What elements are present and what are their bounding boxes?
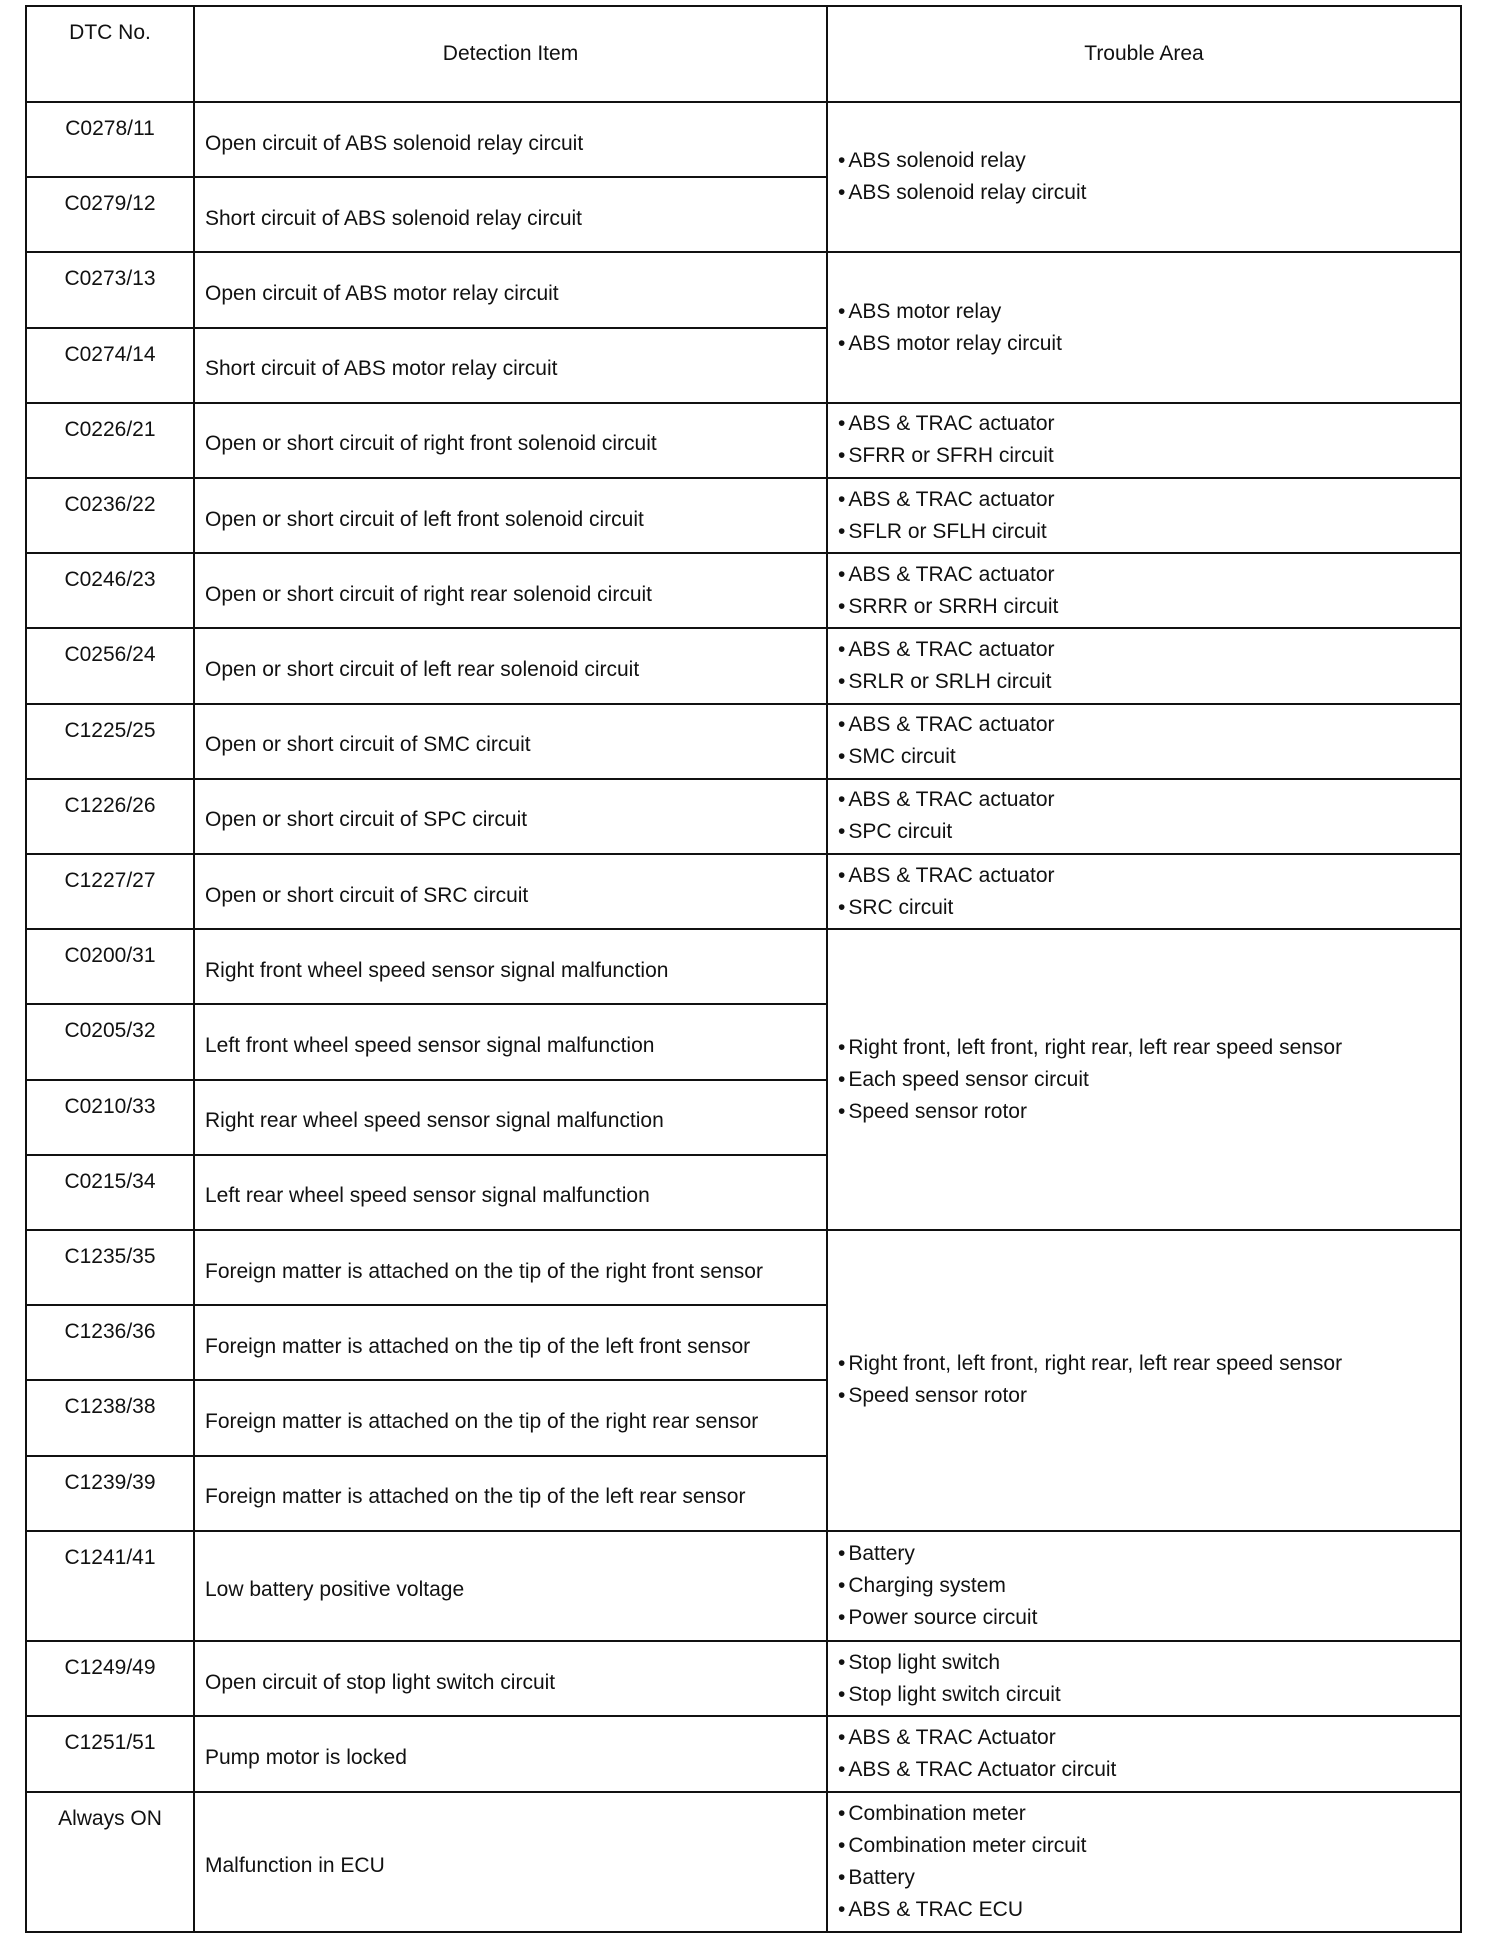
dtc-code: C0215/34 — [26, 1155, 194, 1230]
trouble-area — [827, 403, 1461, 478]
trouble-area — [827, 252, 1461, 402]
detection-item: Right rear wheel speed sensor signal malfunction — [194, 1080, 827, 1155]
trouble-area — [827, 102, 1461, 252]
trouble-area-line: • Right front, left front, right rear, left rear speed sensor — [838, 1348, 1460, 1380]
detection-item: Open or short circuit of left rear solenoid circuit — [194, 628, 827, 703]
trouble-area-line: • ABS & TRAC Actuator circuit — [838, 1754, 1460, 1786]
trouble-area — [827, 779, 1461, 854]
dtc-code: C0226/21 — [26, 403, 194, 478]
trouble-area-line: • SPC circuit — [838, 816, 1460, 848]
dtc-code: C1249/49 — [26, 1641, 194, 1716]
trouble-area-line: • Charging system — [838, 1570, 1460, 1602]
header-detection-item: Detection Item — [194, 6, 827, 102]
trouble-area-line: • Each speed sensor circuit — [838, 1064, 1460, 1096]
table-row — [26, 929, 1461, 1004]
trouble-area — [827, 1792, 1461, 1932]
trouble-area-line: • Battery — [838, 1538, 1460, 1570]
table-row — [26, 704, 1461, 779]
trouble-area-line: • SFRR or SFRH circuit — [838, 440, 1460, 472]
dtc-code: C1225/25 — [26, 704, 194, 779]
trouble-area — [827, 478, 1461, 553]
dtc-code: C1226/26 — [26, 779, 194, 854]
trouble-area-line: • ABS & TRAC actuator — [838, 634, 1460, 666]
trouble-area-line: • ABS & TRAC actuator — [838, 559, 1460, 591]
trouble-area-line: • Right front, left front, right rear, left rear speed sensor — [838, 1032, 1460, 1064]
trouble-area-line: • ABS solenoid relay circuit — [838, 177, 1460, 209]
trouble-area-line: • ABS & TRAC actuator — [838, 709, 1460, 741]
dtc-code: C0273/13 — [26, 252, 194, 327]
trouble-area-line: • ABS motor relay circuit — [838, 328, 1460, 360]
trouble-area — [827, 854, 1461, 929]
detection-item: Left front wheel speed sensor signal malfunction — [194, 1004, 827, 1079]
trouble-area-line: • SRLR or SRLH circuit — [838, 666, 1460, 698]
trouble-area-line: • ABS & TRAC actuator — [838, 784, 1460, 816]
dtc-code: C1227/27 — [26, 854, 194, 929]
detection-item: Open or short circuit of SMC circuit — [194, 704, 827, 779]
table-row — [26, 1230, 1461, 1305]
detection-item: Open or short circuit of right rear solenoid circuit — [194, 553, 827, 628]
trouble-area-line: • Power source circuit — [838, 1602, 1460, 1634]
detection-item: Open circuit of stop light switch circuit — [194, 1641, 827, 1716]
dtc-code: C0205/32 — [26, 1004, 194, 1079]
trouble-area-line: • ABS motor relay — [838, 296, 1460, 328]
detection-item: Foreign matter is attached on the tip of the left front sensor — [194, 1305, 827, 1380]
detection-item: Open circuit of ABS motor relay circuit — [194, 252, 827, 327]
trouble-area-line: • SRRR or SRRH circuit — [838, 591, 1460, 623]
dtc-code: C0274/14 — [26, 328, 194, 403]
detection-item: Low battery positive voltage — [194, 1531, 827, 1641]
trouble-area — [827, 929, 1461, 1230]
trouble-area-line: • SFLR or SFLH circuit — [838, 516, 1460, 548]
detection-item: Pump motor is locked — [194, 1716, 827, 1791]
detection-item: Open or short circuit of left front solenoid circuit — [194, 478, 827, 553]
trouble-area-line: • Speed sensor rotor — [838, 1380, 1460, 1412]
trouble-area-line: • ABS & TRAC actuator — [838, 860, 1460, 892]
detection-item: Short circuit of ABS motor relay circuit — [194, 328, 827, 403]
dtc-table — [25, 5, 1462, 1933]
detection-item: Open or short circuit of right front solenoid circuit — [194, 403, 827, 478]
trouble-area — [827, 1641, 1461, 1716]
trouble-area — [827, 704, 1461, 779]
trouble-area-line: • ABS & TRAC ECU — [838, 1894, 1460, 1926]
table-row — [26, 854, 1461, 929]
trouble-area — [827, 553, 1461, 628]
detection-item: Right front wheel speed sensor signal malfunction — [194, 929, 827, 1004]
table-row — [26, 779, 1461, 854]
detection-item: Open or short circuit of SRC circuit — [194, 854, 827, 929]
trouble-area-line: • Stop light switch — [838, 1647, 1460, 1679]
dtc-code: C0256/24 — [26, 628, 194, 703]
table-row — [26, 1792, 1461, 1932]
detection-item: Open circuit of ABS solenoid relay circuit — [194, 102, 827, 177]
table-row — [26, 1641, 1461, 1716]
table-row — [26, 403, 1461, 478]
dtc-code: Always ON — [26, 1792, 194, 1932]
table-row — [26, 1716, 1461, 1791]
detection-item: Short circuit of ABS solenoid relay circuit — [194, 177, 827, 252]
dtc-code: C0279/12 — [26, 177, 194, 252]
trouble-area — [827, 1531, 1461, 1641]
dtc-code: C0278/11 — [26, 102, 194, 177]
table-row — [26, 478, 1461, 553]
dtc-code: C1241/41 — [26, 1531, 194, 1641]
table-row — [26, 102, 1461, 177]
trouble-area-line: • ABS & TRAC actuator — [838, 484, 1460, 516]
header-trouble-area: Trouble Area — [827, 6, 1461, 102]
detection-item: Foreign matter is attached on the tip of the right front sensor — [194, 1230, 827, 1305]
dtc-code: C1239/39 — [26, 1456, 194, 1531]
dtc-code: C0236/22 — [26, 478, 194, 553]
trouble-area-line: • Speed sensor rotor — [838, 1096, 1460, 1128]
dtc-code: C1236/36 — [26, 1305, 194, 1380]
dtc-code: C0200/31 — [26, 929, 194, 1004]
header-row — [26, 6, 1461, 102]
detection-item: Open or short circuit of SPC circuit — [194, 779, 827, 854]
trouble-area-line: • Stop light switch circuit — [838, 1679, 1460, 1711]
dtc-code: C0246/23 — [26, 553, 194, 628]
table-row — [26, 553, 1461, 628]
trouble-area-line: • ABS & TRAC Actuator — [838, 1722, 1460, 1754]
detection-item: Malfunction in ECU — [194, 1792, 827, 1932]
table-row — [26, 252, 1461, 327]
table-row — [26, 628, 1461, 703]
dtc-code: C1235/35 — [26, 1230, 194, 1305]
trouble-area-line: • Combination meter — [838, 1798, 1460, 1830]
dtc-code: C0210/33 — [26, 1080, 194, 1155]
detection-item: Foreign matter is attached on the tip of the left rear sensor — [194, 1456, 827, 1531]
trouble-area-line: • ABS solenoid relay — [838, 145, 1460, 177]
trouble-area-line: • ABS & TRAC actuator — [838, 408, 1460, 440]
trouble-area — [827, 1716, 1461, 1791]
detection-item: Foreign matter is attached on the tip of the right rear sensor — [194, 1380, 827, 1455]
table-row — [26, 1531, 1461, 1641]
trouble-area-line: • SRC circuit — [838, 892, 1460, 924]
trouble-area-line: • Combination meter circuit — [838, 1830, 1460, 1862]
trouble-area — [827, 1230, 1461, 1531]
trouble-area-line: • SMC circuit — [838, 741, 1460, 773]
dtc-code: C1238/38 — [26, 1380, 194, 1455]
dtc-code: C1251/51 — [26, 1716, 194, 1791]
trouble-area — [827, 628, 1461, 703]
detection-item: Left rear wheel speed sensor signal malfunction — [194, 1155, 827, 1230]
trouble-area-line: • Battery — [838, 1862, 1460, 1894]
header-dtc-no: DTC No. — [26, 6, 194, 102]
